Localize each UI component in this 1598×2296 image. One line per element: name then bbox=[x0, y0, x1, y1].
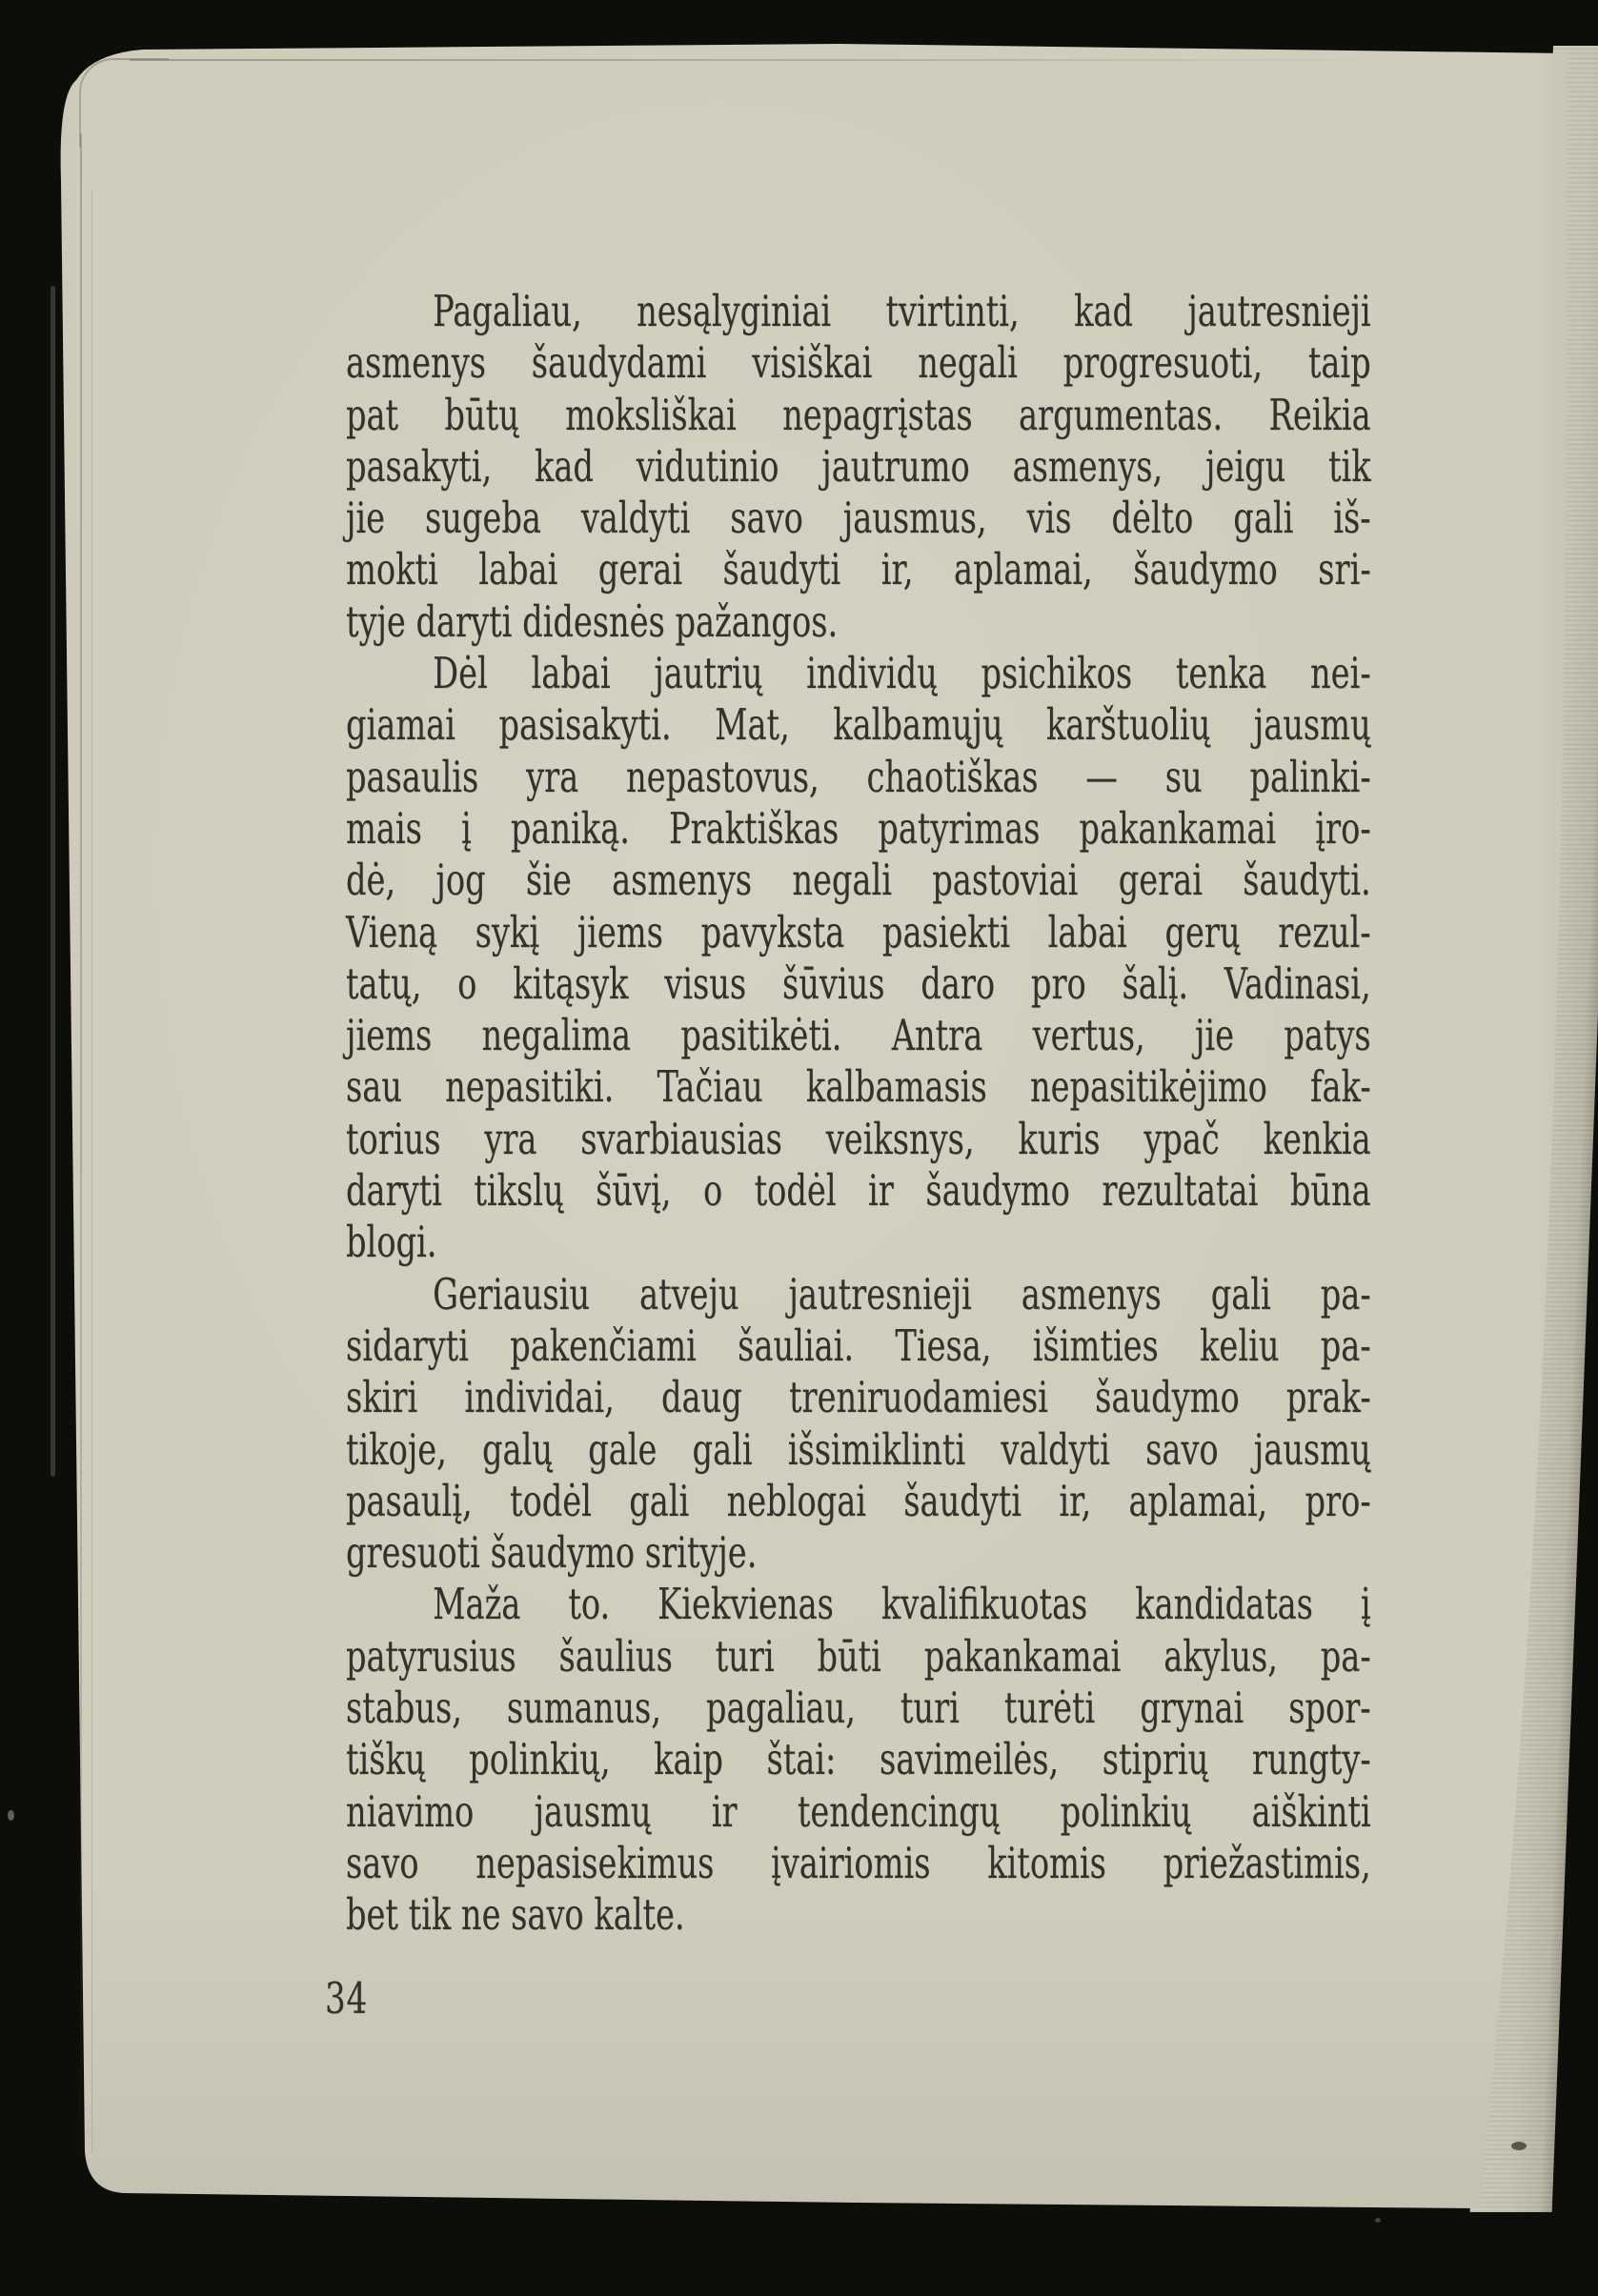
text-line: Dėl labai jautrių individų psichikos tenka nei- bbox=[433, 648, 1371, 699]
text-line: pasaulį, todėl gali neblogai šaudyti ir, aplamai, pro- bbox=[346, 1475, 1371, 1526]
text-line: daryti tikslų šūvį, o todėl ir šaudymo rezultatai būna bbox=[346, 1165, 1371, 1217]
page-corner-emboss bbox=[79, 58, 169, 148]
paragraph bbox=[346, 286, 1371, 648]
text-line: pasaulis yra nepastovus, chaotiškas — su palinki- bbox=[346, 751, 1371, 802]
text-line: Pagaliau, nesąlyginiai tvirtinti, kad jautresnieji bbox=[433, 286, 1371, 336]
gutter-page-sliver bbox=[51, 286, 55, 1477]
text-line: Vieną sykį jiems pavyksta pasiekti labai gerų rezul- bbox=[346, 906, 1371, 957]
paragraph bbox=[346, 1579, 1371, 1941]
text-line: torius yra svarbiausias veiksnys, kuris ypač kenkia bbox=[346, 1113, 1371, 1164]
text-line: mais į paniką. Praktiškas patyrimas pakankamai įro- bbox=[346, 802, 1371, 854]
text-line: blogi. bbox=[346, 1217, 437, 1268]
dust-speck bbox=[1375, 2218, 1381, 2223]
text-line: jie sugeba valdyti savo jausmus, vis dėlto gali iš- bbox=[346, 493, 1371, 544]
paragraph bbox=[346, 1269, 1371, 1580]
text-line: giamai pasisakyti. Mat, kalbamųjų karštuolių jausmų bbox=[346, 699, 1371, 751]
page-text bbox=[346, 286, 1371, 1942]
text-line: tikoje, galų gale gali išsimiklinti valdyti savo jausmų bbox=[346, 1423, 1371, 1475]
page-number: 34 bbox=[325, 1973, 369, 2024]
dust-speck bbox=[8, 1810, 14, 1821]
text-line: savo nepasisekimus įvairiomis kitomis priežastimis, bbox=[346, 1837, 1371, 1888]
text-line: pat būtų moksliškai nepagrįstas argumentas. Reikia bbox=[346, 389, 1371, 440]
dust-speck bbox=[1511, 2142, 1527, 2150]
page-crease-line bbox=[80, 133, 82, 2163]
text-line: bet tik ne savo kalte. bbox=[346, 1889, 685, 1941]
text-line: tiškų polinkių, kaip štai: savimeilės, stiprių rungty- bbox=[346, 1734, 1371, 1785]
paragraph bbox=[346, 648, 1371, 1269]
text-line: stabus, sumanus, pagaliau, turi turėti grynai spor- bbox=[346, 1682, 1371, 1734]
page-crease-line bbox=[91, 191, 92, 2153]
text-line: dė, jog šie asmenys negali pastoviai gerai šaudyti. bbox=[346, 855, 1371, 906]
text-line: gresuoti šaudymo srityje. bbox=[346, 1527, 758, 1579]
text-line: sidaryti pakenčiami šauliai. Tiesa, išimties keliu pa- bbox=[346, 1319, 1371, 1371]
text-line: Geriausiu atveju jautresnieji asmenys gali pa- bbox=[433, 1268, 1371, 1319]
text-line: sau nepasitiki. Tačiau kalbamasis nepasitikėjimo fak- bbox=[346, 1061, 1371, 1113]
text-line: niavimo jausmų ir tendencingų polinkių aiškinti bbox=[346, 1785, 1371, 1837]
text-line: asmenys šaudydami visiškai negali progresuoti, taip bbox=[346, 337, 1371, 389]
text-line: tyje daryti didesnės pažangos. bbox=[346, 595, 839, 647]
text-line: tatų, o kitąsyk visus šūvius daro pro šalį. Vadinasi, bbox=[346, 957, 1371, 1009]
text-line: jiems negalima pasitikėti. Antra vertus, jie patys bbox=[346, 1010, 1371, 1061]
text-line: Maža to. Kiekvienas kvalifikuotas kandidatas į bbox=[433, 1579, 1371, 1630]
text-line: mokti labai gerai šaudyti ir, aplamai, šaudymo sri- bbox=[346, 544, 1371, 595]
text-line: skiri individai, daug treniruodamiesi šaudymo prak- bbox=[346, 1372, 1371, 1423]
text-line: pasakyti, kad vidutinio jautrumo asmenys, jeigu tik bbox=[346, 440, 1371, 492]
text-line: patyrusius šaulius turi būti pakankamai akylus, pa- bbox=[346, 1630, 1371, 1682]
page-emboss-line bbox=[130, 59, 1454, 61]
